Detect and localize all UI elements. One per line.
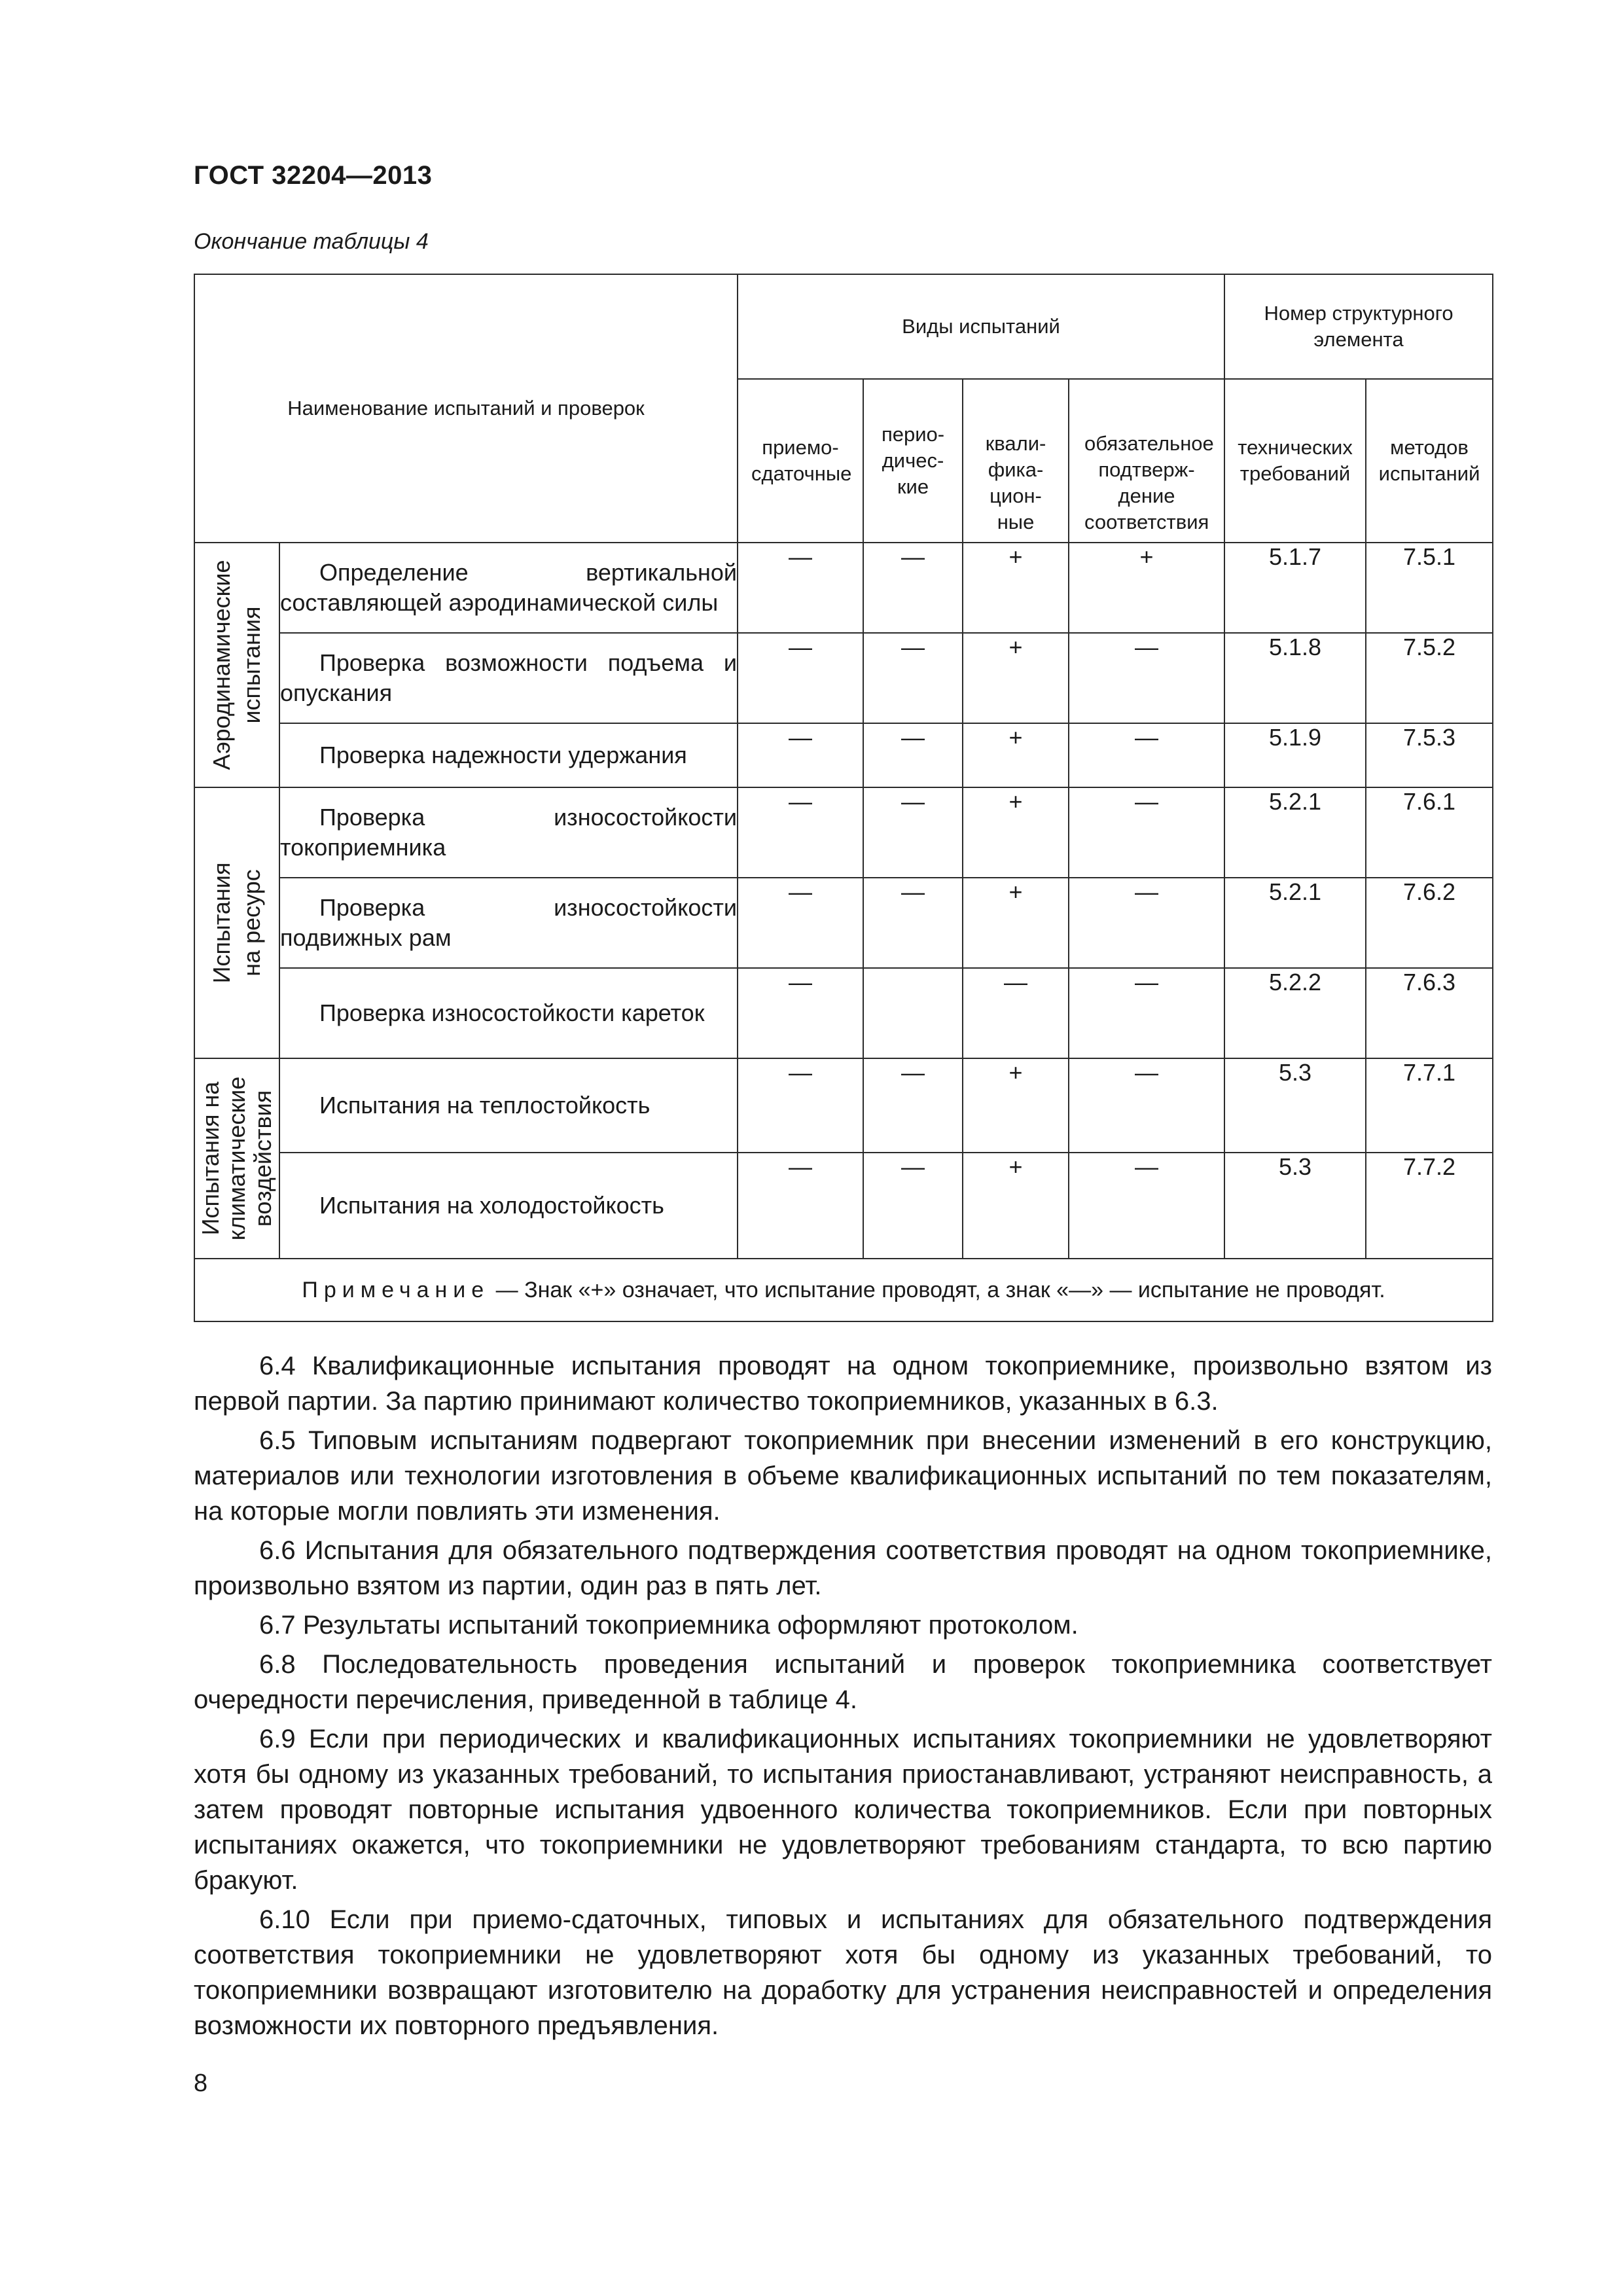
cell-qualification: — (963, 968, 1069, 1058)
cell-periodic: — (863, 787, 963, 878)
cell-tech-req: 5.1.9 (1224, 723, 1366, 787)
test-name (279, 878, 738, 968)
test-name-text: Проверка надежности удержания (319, 742, 687, 768)
cell-test-method: 7.6.3 (1366, 968, 1493, 1058)
test-name-text: Проверка износостойкости подвижных рам (280, 894, 738, 951)
cell-mandatory: — (1069, 1058, 1224, 1153)
table-row (194, 633, 1493, 723)
cell-test-method: 7.5.1 (1366, 543, 1493, 633)
head-tech-req (1224, 379, 1366, 543)
cell-test-method: 7.5.3 (1366, 723, 1493, 787)
cell-qualification: + (963, 878, 1069, 968)
cell-test-method: 7.6.1 (1366, 787, 1493, 878)
group-climatic (194, 1058, 279, 1259)
cell-tech-req: 5.2.1 (1224, 878, 1366, 968)
group-label (198, 1067, 276, 1250)
paragraph: 6.8 Последовательность проведения испытаний и проверок токоприемника соответствует очередности перечисления, приведенной в таблице 4. (194, 1650, 1492, 1714)
cell-mandatory: — (1069, 968, 1224, 1058)
cell-tech-req: 5.3 (1224, 1058, 1366, 1153)
cell-periodic: — (863, 1058, 963, 1153)
group-label-text: Испытания на климатические воздействия (197, 1076, 276, 1241)
cell-test-method: 7.6.2 (1366, 878, 1493, 968)
cell-periodic: — (863, 723, 963, 787)
document-header: ГОСТ 32204—2013 (194, 161, 433, 190)
cell-qualification: + (963, 543, 1069, 633)
paragraph: 6.6 Испытания для обязательного подтверждения соответствия проводят на одном токоприемнике, произвольно взятом из партии, один раз в пять лет. (194, 1536, 1492, 1600)
cell-test-method: 7.5.2 (1366, 633, 1493, 723)
test-name (279, 968, 738, 1058)
cell-mandatory: — (1069, 878, 1224, 968)
cell-qualification: + (963, 1153, 1069, 1259)
test-name (279, 1153, 738, 1259)
cell-acceptance: — (738, 633, 863, 723)
test-name (279, 633, 738, 723)
table-head-row-1 (194, 274, 1493, 379)
cell-periodic (863, 968, 963, 1058)
table-row (194, 1153, 1493, 1259)
cell-acceptance: — (738, 1058, 863, 1153)
group-aerodynamic (194, 543, 279, 787)
test-name-text: Проверка износостойкости токоприемника (280, 804, 738, 861)
head-name: Наименование испытаний и проверок (194, 274, 738, 543)
paragraph: 6.5 Типовым испытаниям подвергают токоприемник при внесении изменений в его конструкцию, материалов или технологии изготовления в объеме квалификационных испытаний по тем показателям, на которые могли повлиять эти изменения. (194, 1426, 1492, 1526)
cell-qualification: + (963, 787, 1069, 878)
cell-tech-req: 5.2.1 (1224, 787, 1366, 878)
cell-qualification: + (963, 1058, 1069, 1153)
cell-acceptance: — (738, 878, 863, 968)
cell-periodic: — (863, 633, 963, 723)
head-acceptance-text: приемо-сдаточные (751, 436, 852, 485)
cell-test-method: 7.7.2 (1366, 1153, 1493, 1259)
cell-acceptance: — (738, 787, 863, 878)
cell-mandatory: — (1069, 1153, 1224, 1259)
paragraph: 6.9 Если при периодических и квалификационных испытаниях токоприемники не удовлетворяют хотя бы одному из указанных требований, то испытания приостанавливают, устраняют неисправность, а затем проводят повторные испытания удвоенного количества токоприемников. Если при повторных испытаниях окажется, что токоприемники не удовлетворяют требованиям стандарта, то всю партию бракуют. (194, 1725, 1492, 1895)
table-note-row (194, 1259, 1493, 1321)
test-name-text: Определение вертикальной составляющей аэродинамической силы (280, 559, 738, 616)
test-name-text: Проверка износостойкости кареток (319, 999, 705, 1026)
group-label-text: Аэродинамические испытания (208, 560, 265, 770)
head-tech-req-text: технических требований (1238, 436, 1353, 485)
test-name-text: Проверка возможности подъема и опускания (280, 649, 738, 706)
paragraph: 6.7 Результаты испытаний токоприемника оформляют протоколом. (259, 1611, 1079, 1640)
note-label: Примечание (302, 1277, 490, 1302)
table-note (194, 1259, 1493, 1321)
head-test-types: Виды испытаний (738, 274, 1224, 379)
note-text: — Знак «+» означает, что испытание проводят, а знак «—» — испытание не проводят. (490, 1277, 1385, 1302)
cell-tech-req: 5.1.7 (1224, 543, 1366, 633)
table-row (194, 878, 1493, 968)
test-name (279, 543, 738, 633)
cell-acceptance: — (738, 723, 863, 787)
test-name (279, 787, 738, 878)
table-caption: Окончание таблицы 4 (194, 229, 429, 254)
cell-periodic: — (863, 1153, 963, 1259)
head-mandatory (1069, 379, 1224, 543)
head-qualification (963, 379, 1069, 543)
head-test-methods (1366, 379, 1493, 543)
test-name (279, 723, 738, 787)
table-row (194, 1058, 1493, 1153)
group-label (207, 848, 267, 998)
test-name-text: Испытания на теплостойкость (319, 1092, 651, 1119)
head-struct-number: Номер структурного элемента (1224, 274, 1493, 379)
group-label-text: Испытания на ресурс (208, 862, 265, 984)
cell-tech-req: 5.3 (1224, 1153, 1366, 1259)
test-name-text: Испытания на холодостойкость (319, 1192, 664, 1219)
table-row (194, 787, 1493, 878)
cell-periodic: — (863, 543, 963, 633)
cell-tech-req: 5.2.2 (1224, 968, 1366, 1058)
cell-mandatory: — (1069, 723, 1224, 787)
paragraph: 6.4 Квалификационные испытания проводят на одном токоприемнике, произвольно взятом из первой партии. За партию принимают количество токоприемников, указанных в 6.3. (194, 1352, 1492, 1416)
table-row (194, 968, 1493, 1058)
cell-periodic: — (863, 878, 963, 968)
cell-tech-req: 5.1.8 (1224, 633, 1366, 723)
tests-table (194, 274, 1493, 1322)
cell-mandatory: — (1069, 633, 1224, 723)
cell-acceptance: — (738, 543, 863, 633)
head-acceptance (738, 379, 863, 543)
cell-mandatory: + (1069, 543, 1224, 633)
cell-test-method: 7.7.1 (1366, 1058, 1493, 1153)
head-periodic (863, 379, 963, 543)
paragraph: 6.10 Если при приемо-сдаточных, типовых и испытаниях для обязательного подтверждения соответствия токоприемники не удовлетворяют хотя бы одному из указанных требований, то токоприемники возвращают изготовителю на доработку для устранения неисправностей и определения возможности их повторного предъявления. (194, 1905, 1492, 2040)
cell-acceptance: — (738, 1153, 863, 1259)
table-row (194, 723, 1493, 787)
cell-acceptance: — (738, 968, 863, 1058)
head-qualification-text: квали-фика-цион-ные (985, 432, 1046, 533)
cell-qualification: + (963, 633, 1069, 723)
body-text (194, 1348, 1492, 2047)
group-resource (194, 787, 279, 1058)
cell-mandatory: — (1069, 787, 1224, 878)
cell-qualification: + (963, 723, 1069, 787)
head-periodic-text: перио-дичес-кие (881, 423, 945, 498)
head-mandatory-text: обязательное подтверж-дение соответствия (1084, 432, 1214, 533)
head-test-methods-text: методов испытаний (1378, 436, 1480, 485)
table-row (194, 543, 1493, 633)
group-label (207, 554, 267, 776)
test-name (279, 1058, 738, 1153)
page-number: 8 (194, 2070, 208, 2097)
